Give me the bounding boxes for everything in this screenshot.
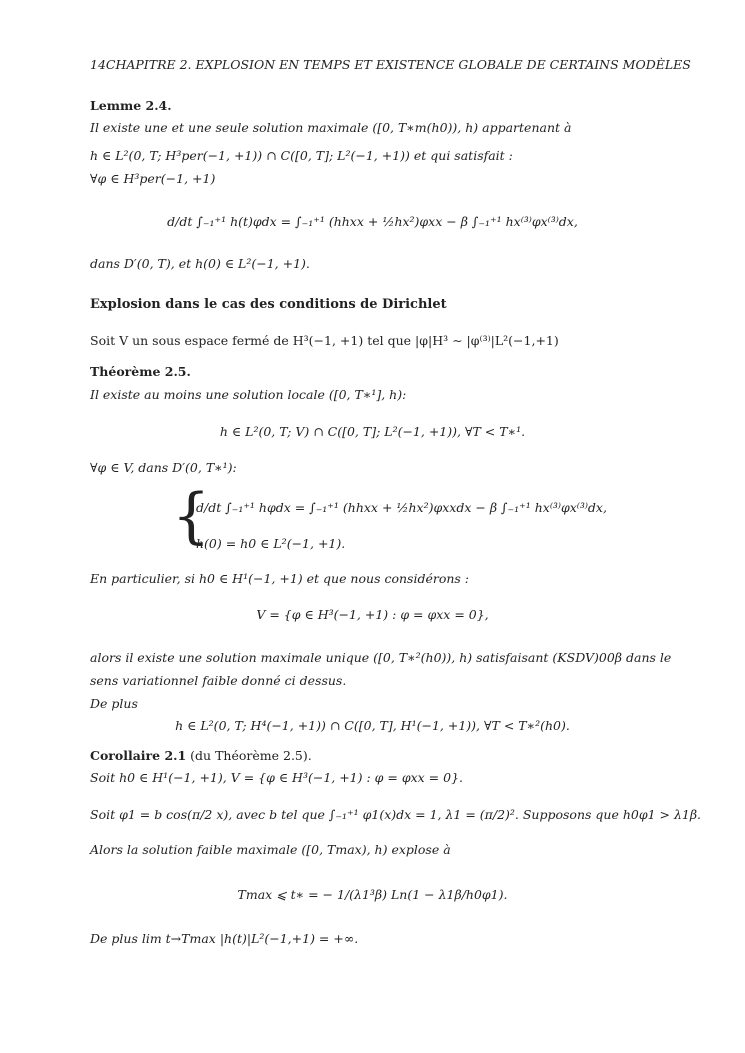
lemma-line-2: h ∈ L²(0, T; H³per(−1, +1)) ∩ C([0, T]; L²(−1, +1)) et qui satisfait : — [90, 148, 513, 163]
corollary-line-3: Alors la solution faible maximale ([0, Tmax), h) explose à — [90, 842, 451, 857]
theorem-line-6: De plus — [90, 696, 138, 711]
section-text: Soit V un sous espace fermé de H³(−1, +1) tel que |φ|H³ ∼ |φ⁽³⁾|L²(−1,+1) — [90, 333, 559, 348]
theorem-equation-1: h ∈ L²(0, T; V) ∩ C([0, T]; L²(−1, +1)), ∀T < T∗¹. — [219, 424, 526, 439]
theorem-title: Théorème 2.5. — [90, 364, 191, 379]
corollary-line-4: De plus lim t→Tmax |h(t)|L²(−1,+1) = +∞. — [90, 931, 359, 946]
lemma-title: Lemme 2.4. — [90, 98, 172, 113]
corollary-title: Corollaire 2.1 — [90, 748, 187, 763]
theorem-line-1: Il existe au moins une solution locale ([0, T∗¹], h): — [90, 387, 407, 402]
theorem-system-line-2: h(0) = h0 ∈ L²(−1, +1). — [196, 536, 346, 551]
section-title: Explosion dans le cas des conditions de Dirichlet — [90, 297, 447, 312]
corollary-heading — [90, 748, 312, 763]
theorem-equation-3: h ∈ L²(0, T; H⁴(−1, +1)) ∩ C([0, T], H¹(−1, +1)), ∀T < T∗²(h0). — [175, 718, 570, 733]
corollary-line-2: Soit φ1 = b cos(π/2 x), avec b tel que ∫₋₁⁺¹ φ1(x)dx = 1, λ1 = (π/2)². Supposons que h0φ1 > λ1β. — [90, 807, 702, 822]
corollary-line-1: Soit h0 ∈ H¹(−1, +1), V = {φ ∈ H³(−1, +1) : φ = φxx = 0}. — [90, 770, 463, 785]
theorem-line-5: sens variationnel faible donné ci dessus. — [90, 673, 347, 688]
theorem-line-4: alors il existe une solution maximale unique ([0, T∗²(h0)), h) satisfaisant (KSDV)00β dans le — [90, 650, 672, 665]
theorem-equation-2: V = {φ ∈ H³(−1, +1) : φ = φxx = 0}, — [256, 607, 489, 622]
theorem-line-2: ∀φ ∈ V, dans D′(0, T∗¹): — [90, 460, 237, 475]
running-header: 14CHAPITRE 2. EXPLOSION EN TEMPS ET EXISTENCE GLOBALE DE CERTAINS MODÈLES — [90, 57, 691, 72]
lemma-line-3: ∀φ ∈ H³per(−1, +1) — [90, 171, 216, 186]
lemma-line-1: Il existe une et une seule solution maximale ([0, T∗m(h0)), h) appartenant à — [90, 120, 572, 135]
lemma-line-4: dans D′(0, T), et h(0) ∈ L²(−1, +1). — [90, 256, 310, 271]
system-brace: { — [172, 481, 211, 551]
corollary-equation: Tmax ⩽ t∗ = − 1/(λ1³β) Ln(1 − λ1β/h0φ1). — [237, 887, 508, 902]
theorem-line-3: En particulier, si h0 ∈ H¹(−1, +1) et que nous considérons : — [90, 571, 469, 586]
corollary-title-note: (du Théorème 2.5). — [186, 748, 312, 763]
theorem-system-line-1: d/dt ∫₋₁⁺¹ hφdx = ∫₋₁⁺¹ (hhxx + ½hx²)φxxdx − β ∫₋₁⁺¹ hx⁽³⁾φx⁽³⁾dx, — [196, 500, 607, 515]
lemma-equation: d/dt ∫₋₁⁺¹ h(t)φdx = ∫₋₁⁺¹ (hhxx + ½hx²)φxx − β ∫₋₁⁺¹ hx⁽³⁾φx⁽³⁾dx, — [167, 214, 578, 229]
